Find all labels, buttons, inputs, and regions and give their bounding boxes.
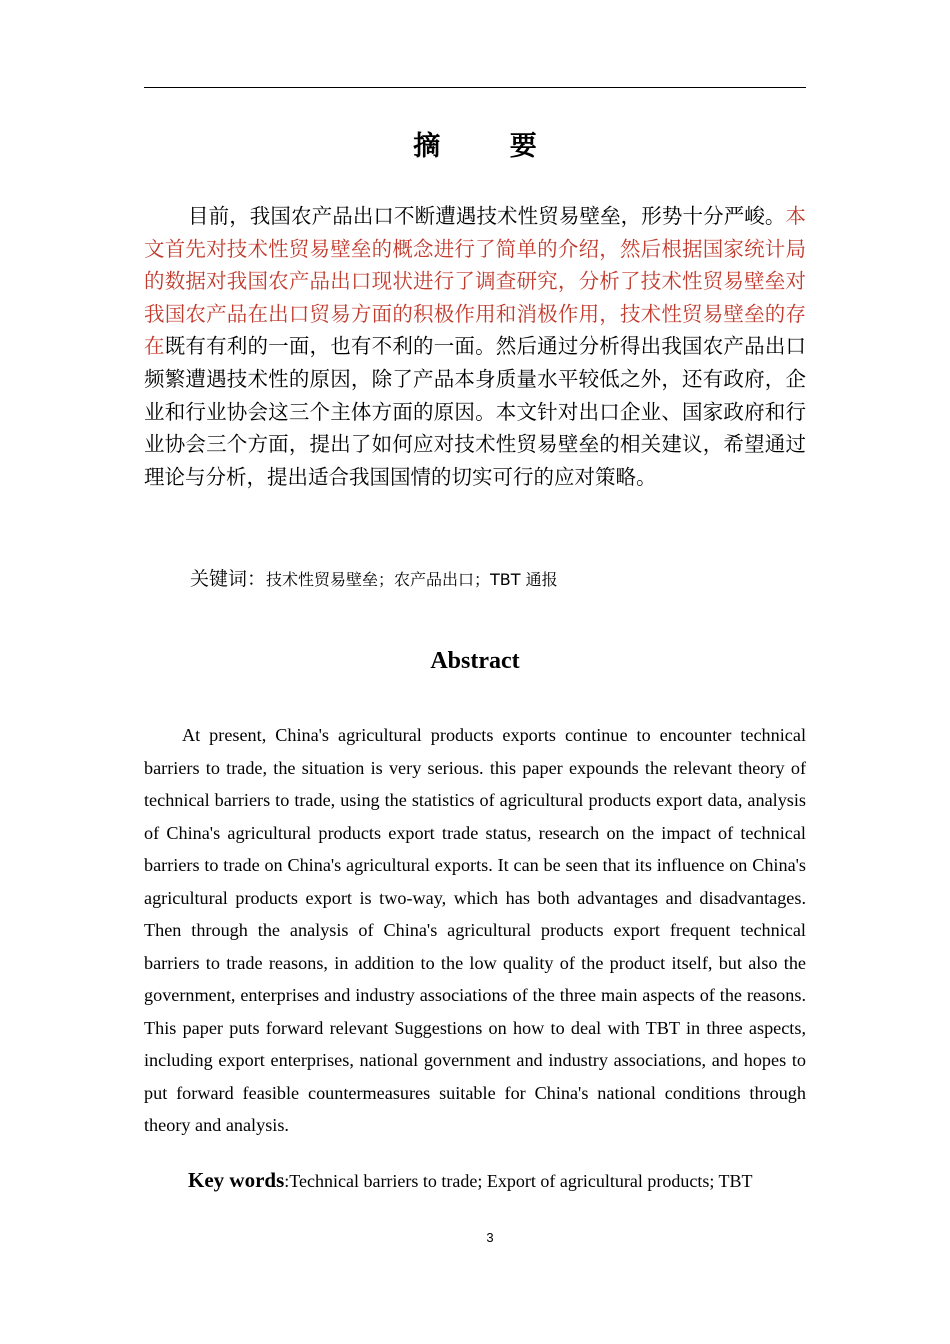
english-keywords-label: Key words	[188, 1168, 285, 1192]
header-rule	[144, 87, 806, 88]
chinese-keywords-list: 技术性贸易壁垒；农产品出口；TBT 通报	[266, 570, 558, 589]
english-keywords-list: :Technical barriers to trade; Export of agricultural products; TBT	[284, 1171, 753, 1191]
chinese-abstract-title: 摘 要	[413, 131, 567, 162]
chinese-abstract-sentence-3: 既有有利的一面，也有不利的一面。然后通过分析得出我国农产品出口频繁遭遇技术性的原因，除了产品本身质量水平较低之外，还有政府，企业和行业协会这三个主体方面的原因。本文针对出口企业、国家政府和行业协会三个方面，提出了如何应对技术性贸易壁垒的相关建议，希望通过理论与分析，提出适合我国国情的切实可行的应对策略。	[144, 334, 807, 489]
chinese-abstract-sentence-1: 目前，我国农产品出口不断遭遇技术性贸易壁垒，形势十分严峻。	[188, 204, 786, 228]
chinese-keywords	[190, 565, 558, 594]
page-number: 3	[486, 1230, 494, 1245]
chinese-abstract-body	[144, 200, 806, 493]
chinese-keywords-label: 关键词：	[190, 568, 267, 590]
chinese-abstract-highlighted-text: 本文首先对技术性贸易壁垒的概念进行了简单的介绍，然后根据国家统计局的数据对我国农产品出口现状进行了调查研究，分析了技术性贸易壁垒对我国农产品在出口贸易方面的积极作用和消极作用，技术性贸易壁垒的存在	[144, 204, 806, 359]
english-abstract-title: Abstract	[430, 648, 520, 674]
english-keywords	[188, 1168, 753, 1193]
english-abstract-body: At present, China's agricultural products exports continue to encounter technical barriers to trade, the situation is very serious. this paper expounds the relevant theory of technical barriers to trade, using the statistics of agricultural products export data, analysis of China's agricultural products export trade status, research on the impact of technical barriers to trade on China's agricultural exports. It can be seen that its influence on China's agricultural products export is two-way, which has both advantages and disadvantages. Then through the analysis of China's agricultural products export frequent technical barriers to trade reasons, in addition to the low quality of the product itself, but also the government, enterprises and industry associations of the three main aspects of the reasons. This paper puts forward relevant Suggestions on how to deal with TBT in three aspects, including export enterprises, national government and industry associations, and hopes to put forward feasible countermeasures suitable for China's national conditions through theory and analysis.	[144, 725, 806, 1135]
